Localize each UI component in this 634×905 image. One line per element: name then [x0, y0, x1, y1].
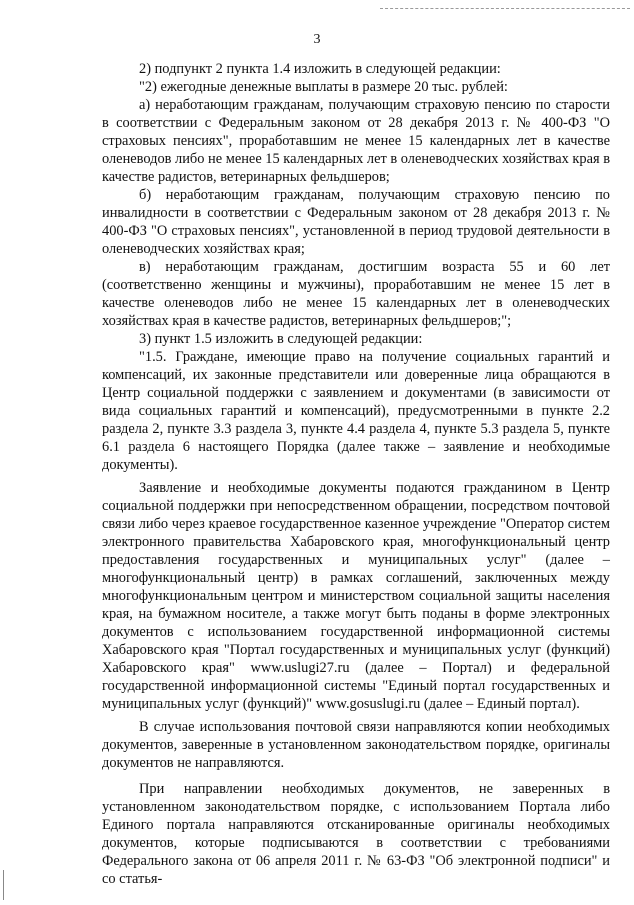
paragraph-item-b: б) неработающим гражданам, получающим страховую пенсию по инвалидности в соответствии с Федеральным законом от 28 декабря 2013 г. № 400-ФЗ "О страховых пенсиях", установленной в период трудовой деятельности в оленеводческих хозяйствах края; — [102, 187, 610, 257]
paragraph-postal: В случае использования почтовой связи направляются копии необходимых документов, заверенные в установленном законодательством порядке, оригиналы документов не направляются. — [102, 719, 610, 771]
paragraph-item-v: в) неработающим гражданам, достигшим возраста 55 и 60 лет (соответственно женщины и мужчины), проработавшим не менее 15 лет в качестве оленеводов либо не менее 15 календарных лет в оленеводческих хозяйствах края в качестве радистов, ветеринарных фельдшеров;"; — [102, 259, 610, 329]
paragraph-item-2-intro: 2) подпункт 2 пункта 1.4 изложить в следующей редакции: — [139, 61, 501, 77]
scan-edge-mark — [3, 870, 4, 900]
paragraph-electronic: При направлении необходимых документов, не заверенных в установленном законодательством порядке, с использованием Портала либо Единого портала направляются отсканированные оригиналы необходимых документов, которые подписываются в соответствии с требованиями Федерального закона от 06 апреля 2011 г. № 63-ФЗ "Об электронной подписи" и со статья- — [102, 781, 610, 887]
paragraph-clause-1-5: "1.5. Граждане, имеющие право на получение социальных гарантий и компенсаций, их законные представители или доверенные лица обращаются в Центр социальной поддержки с заявлением и документами (в зависимости от вида социальных гарантий и компенсаций), предусмотренными в пункте 2.2 раздела 2, пункте 3.3 раздела 3, пункте 4.4 раздела 4, пункте 5.3 раздела 5, пункте 6.1 раздела 6 настоящего Порядка (далее также – заявление и необходимые документы). — [102, 349, 610, 473]
paragraph-submission: Заявление и необходимые документы подаются гражданином в Центр социальной поддержки при непосредственном обращении, посредством почтовой связи либо через краевое государственное казенное учреждение "Оператор систем электронного правительства Хабаровского края, многофункциональный центр предоставления государственных и муниципальных услуг" (далее – многофункциональный центр) в рамках соглашений, заключенных между многофункциональным центром и министерством социальной защиты населения края, на бумажном носителе, а также могут быть поданы в форме электронных документов с использованием государственной информационной системы Хабаровского края "Портал государственных и муниципальных услуг (функций) Хабаровского края" www.uslugi27.ru (далее – Портал) и федеральной государственной информационной системы "Единый портал государственных и муниципальных услуг (функций)" www.gosuslugi.ru (далее – Единый портал). — [102, 480, 610, 712]
top-edge-dash — [380, 8, 630, 9]
paragraph-item-a: а) неработающим гражданам, получающим страховую пенсию по старости в соответствии с Федеральным законом от 28 декабря 2013 г. № 400-ФЗ "О страховых пенсиях", проработавшим не менее 15 календарных лет в качестве оленеводов либо не менее 15 календарных лет в оленеводческих хозяйствах края в качестве радистов, ветеринарных фельдшеров; — [102, 97, 610, 185]
page-number: 3 — [313, 32, 321, 47]
document-body — [102, 60, 610, 888]
paragraph-item-3-intro: 3) пункт 1.5 изложить в следующей редакции: — [139, 331, 423, 347]
paragraph-annual-payments: "2) ежегодные денежные выплаты в размере 20 тыс. рублей: — [139, 79, 508, 95]
